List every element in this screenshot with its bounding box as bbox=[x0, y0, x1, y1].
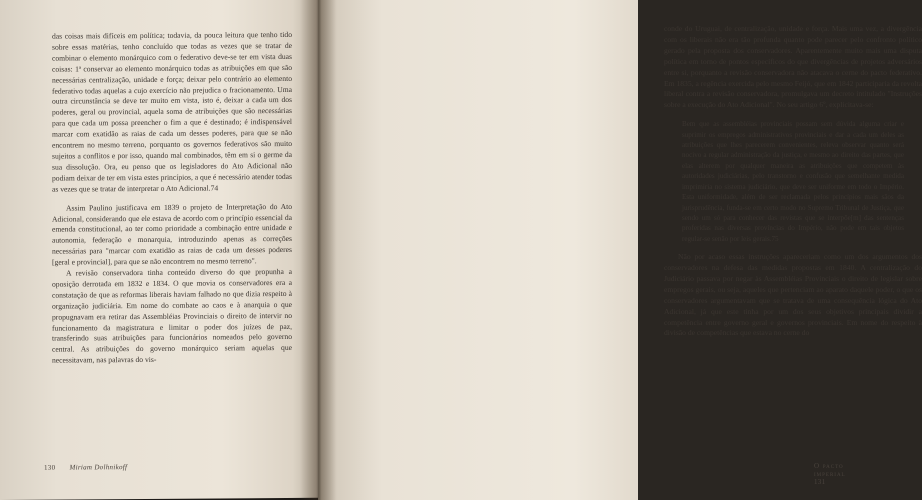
right-page bbox=[318, 0, 922, 500]
left-paragraph-assim-paulino: Assim Paulino justificava em 1839 o projeto de Interpretação do Ato Adicional, considerando que ele estava de acordo com o princípio essencial da emenda constitucional, ao ter como prioridade a combinação entre unidade e autonomia, federação e monarquia, introduzindo apenas as correções necessárias para "marcar com exatidão as raias de cada um desses poderes [geral e provincial], para que se não encontrem no mesmo terreno". bbox=[52, 201, 292, 267]
left-paragraph-revisao-conservadora: A revisão conservadora tinha conteúdo diverso do que propunha a oposição derrotada em 1832 e 1834. O que movia os conservadores era a constatação de que as reformas liberais haviam falhado no que dizia respeito à organização judiciária. Em nome do combate ao caos e à anarquia o que propugnavam era retirar das Assembléias Provinciais o direito de intervir no funcionamento da magistratura e limitar o poder dos juízes de paz, transferindo suas atribuições para funcionários nomeados pelo governo central. As atribuições do governo monárquico seriam aquelas que necessitavam, nas palavras do vis- bbox=[52, 266, 292, 365]
left-page-number: 130 bbox=[44, 463, 56, 472]
right-page-number: 131 bbox=[814, 478, 826, 486]
left-page bbox=[0, 0, 318, 500]
left-page-footer bbox=[44, 463, 127, 472]
running-title: O pacto imperial bbox=[814, 462, 846, 478]
right-paragraph-nao-por-acaso: Não por acaso essas instruções apareceriam como um dos argumentos dos conservadores na defesa das medidas propostas em 1840. A centralização do Judiciário passava por negar às Assembléias Provinciais o direito de legislar sobre empregos gerais, ou seja, aqueles que pertenciam ao aparato daquele poder, o que os conservadores argumentavam que se tratava de uma consequência lógica do Ato Adicional, já que este tinha por um dos seus objetivos principais dividir a competência entre governo geral e governos provinciais. Em nome do respeito à divisão de competências que estava no cerne do bbox=[664, 252, 922, 338]
right-page-footer bbox=[814, 462, 858, 486]
block-quote-instrucoes: Bem que as assembléias provinciais possam sem dúvida alguma criar e suprimir os empregos administrativos provinciais e dar a cada um deles as atribuições que lhes parecerem convenientes, releva observar quanto será nocivo a regular administração da justiça, e mesmo ao direito das partes, que elas alterem por qualquer maneira as atribuições que competem às autoridades judiciárias, pelo transtorno e confusão que semelhante medida imprimiria no sistema judiciário, que deve ser uniforme em todo o Império. Esta uniformidade, além de ser reclamada pelos princípios mais sãos da jurisprudência, funda-se em certo modo no Supremo Tribunal de Justiça, que sendo um só para conhecer das revistas que se interpõe[m] das sentenças proferidas nas diversas províncias do Império, não pode em tais objetos regular-se senão por leis gerais.75 bbox=[682, 120, 904, 243]
right-paragraph-visconde: conde do Uruguai, de centralização, unidade e força. Mais uma vez, a divergência com os liberais não era tão profunda quanto pode parecer pelo confronto político gerado pela proposta dos conservadores. Aparentemente muito mais uma disputa política em torno de pontos específicos do que divergências de projetos adversários entre si, porquanto a revisão conservadora não atacava o cerne do pacto federativo. Em 1835, a regência exercida pelo mesmo Feijó, que em 1842 participaria da revolta liberal contra a revisão conservadora, promulgava um decreto intitulado "Instruções sobre a execução do Ato Adicional". No seu artigo 6º, explicitava-se: bbox=[664, 24, 922, 110]
left-page-body bbox=[52, 30, 292, 367]
left-paragraph-quote-continuation: das coisas mais difíceis em política; todavia, da pouca leitura que tenho tido sobre essas matérias, tenho concluído que todas as vezes que se tratar de combinar o elemento monárquico com o federativo deve-se ter em vista duas coisas: 1ª conservar ao elemento monárquico todas as atribuições em que são necessárias centralização, unidade e força; deixar pelo contrário ao elemento federativo todas aquelas a cujo exercício não prejudica o fracionamento. Uma outra circunstância se deve ter muito em vista, isto é, deixar a cada um dos poderes, geral ou provincial, aquela soma de atribuições que são necessárias para que cada um possa preencher o fim a que é destinado; é indispensável marcar com exatidão as raias de cada um desses poderes, para que se não encontrem no mesmo terreno, porquanto os governos federativos são muito sujeitos a conflitos e por isso, quando mal combinados, têm em si o germe da sua dissolução. Ora, eu penso que os legisladores do Ato Adicional não podiam deixar de ter em vista estes princípios, a que é necessário atender todas as vezes que se tratar de interpretar o Ato Adicional.74 bbox=[52, 29, 292, 194]
right-page-body bbox=[664, 24, 922, 339]
author-name: Miriam Dolhnikoff bbox=[69, 463, 128, 472]
